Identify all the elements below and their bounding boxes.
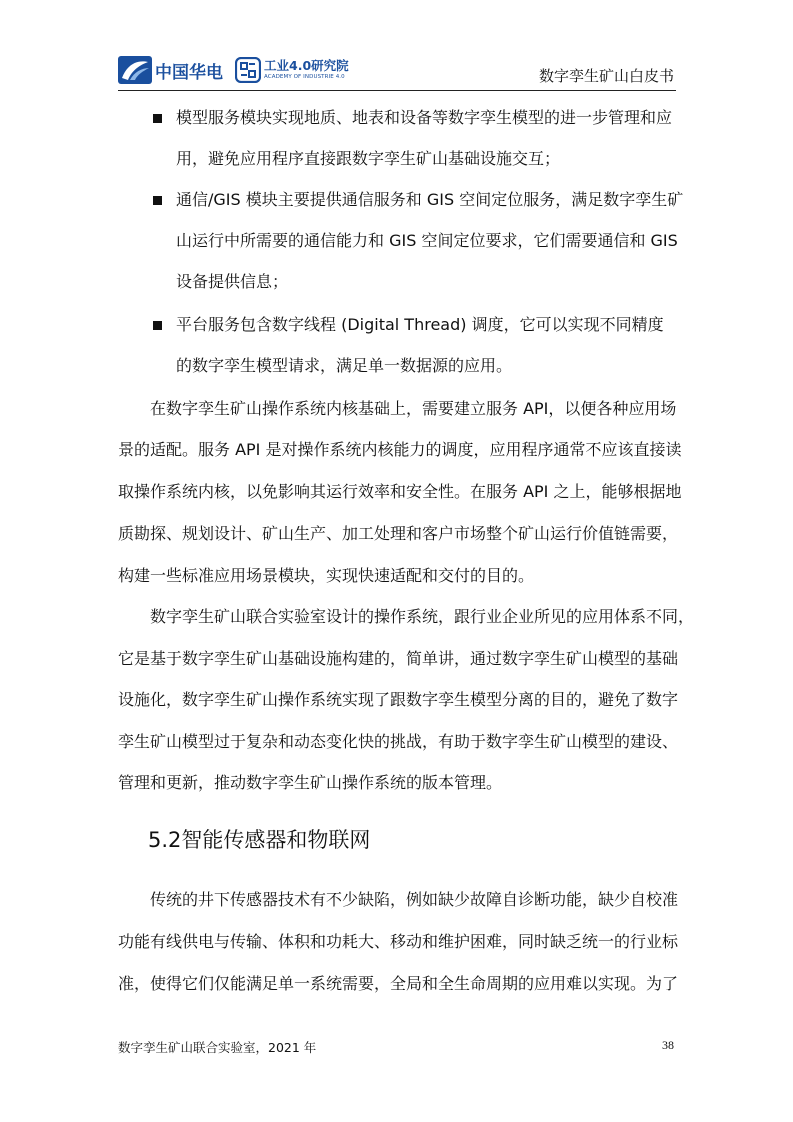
chd-logo (118, 54, 223, 86)
bullet-3-line-1: 平台服务包含数字线程 (Digital Thread) 调度，它可以实现不同精度 (176, 315, 664, 334)
academy-logo-name: 工业4.0研究院 (264, 58, 349, 73)
page-number: 38 (662, 1038, 674, 1052)
page-header (118, 50, 676, 90)
header-divider (118, 90, 676, 91)
document-title: 数字孪生矿山白皮书 (538, 67, 674, 85)
bullet-1-line-2: 用，避免应用程序直接跟数字孪生矿山基础设施交互； (176, 149, 561, 168)
paragraph-2-line-1: 数字孪生矿山联合实验室设计的操作系统，跟行业企业所见的应用体系不同， (150, 607, 695, 626)
section-heading: 5.2智能传感器和物联网 (148, 828, 371, 852)
paragraph-2-line-4: 孪生矿山模型过于复杂和动态变化快的挑战，有助于数字孪生矿山模型的建设、 (118, 732, 679, 751)
paragraph-2-line-5: 管理和更新，推动数字孪生矿山操作系统的版本管理。 (118, 773, 503, 792)
footer-credit: 数字孪生矿山联合实验室，2021 年 (118, 1040, 317, 1055)
academy-logo-subtitle: ACADEMY OF INDUSTRIE 4.0 (264, 73, 345, 80)
academy-logo (235, 55, 349, 85)
bullet-1-line-1: 模型服务模块实现地质、地表和设备等数字孪生模型的进一步管理和应 (176, 108, 673, 127)
bullet-2-line-2: 山运行中所需要的通信能力和 GIS 空间定位要求，它们需要通信和 GIS (176, 231, 678, 250)
bullet-square-icon (153, 114, 162, 123)
paragraph-3-line-3: 准，使得它们仅能满足单一系统需要，全局和全生命周期的应用难以实现。为了 (118, 974, 679, 993)
bullet-square-icon (153, 196, 162, 205)
bullet-2-line-3: 设备提供信息； (176, 272, 289, 291)
bullet-3-line-2: 的数字孪生模型请求，满足单一数据源的应用。 (176, 356, 513, 375)
paragraph-3-line-1: 传统的井下传感器技术有不少缺陷，例如缺少故障自诊断功能，缺少自校准 (150, 890, 679, 909)
paragraph-1-line-4: 质勘探、规划设计、矿山生产、加工处理和客户市场整个矿山运行价值链需要， (118, 524, 679, 543)
paragraph-1-line-3: 取操作系统内核，以免影响其运行效率和安全性。在服务 API 之上，能够根据地 (118, 482, 682, 501)
academy-logo-icon (235, 57, 261, 83)
paragraph-1-line-1: 在数字孪生矿山操作系统内核基础上，需要建立服务 API，以便各种应用场 (150, 399, 677, 418)
chd-logo-text: 中国华电 (155, 62, 223, 83)
paragraph-3-line-2: 功能有线供电与传输、体积和功耗大、移动和维护困难，同时缺乏统一的行业标 (118, 932, 679, 951)
chd-logo-icon (118, 56, 152, 84)
bullet-square-icon (153, 321, 162, 330)
paragraph-2-line-3: 设施化，数字孪生矿山操作系统实现了跟数字孪生模型分离的目的，避免了数字 (118, 690, 679, 709)
paragraph-1-line-2: 景的适配。服务 API 是对操作系统内核能力的调度，应用程序通常不应该直接读 (118, 440, 682, 459)
paragraph-1-line-5: 构建一些标准应用场景模块，实现快速适配和交付的目的。 (118, 566, 535, 585)
bullet-2-line-1: 通信/GIS 模块主要提供通信服务和 GIS 空间定位服务，满足数字孪生矿 (176, 190, 684, 209)
paragraph-2-line-2: 它是基于数字孪生矿山基础设施构建的，简单讲，通过数字孪生矿山模型的基础 (118, 649, 679, 668)
